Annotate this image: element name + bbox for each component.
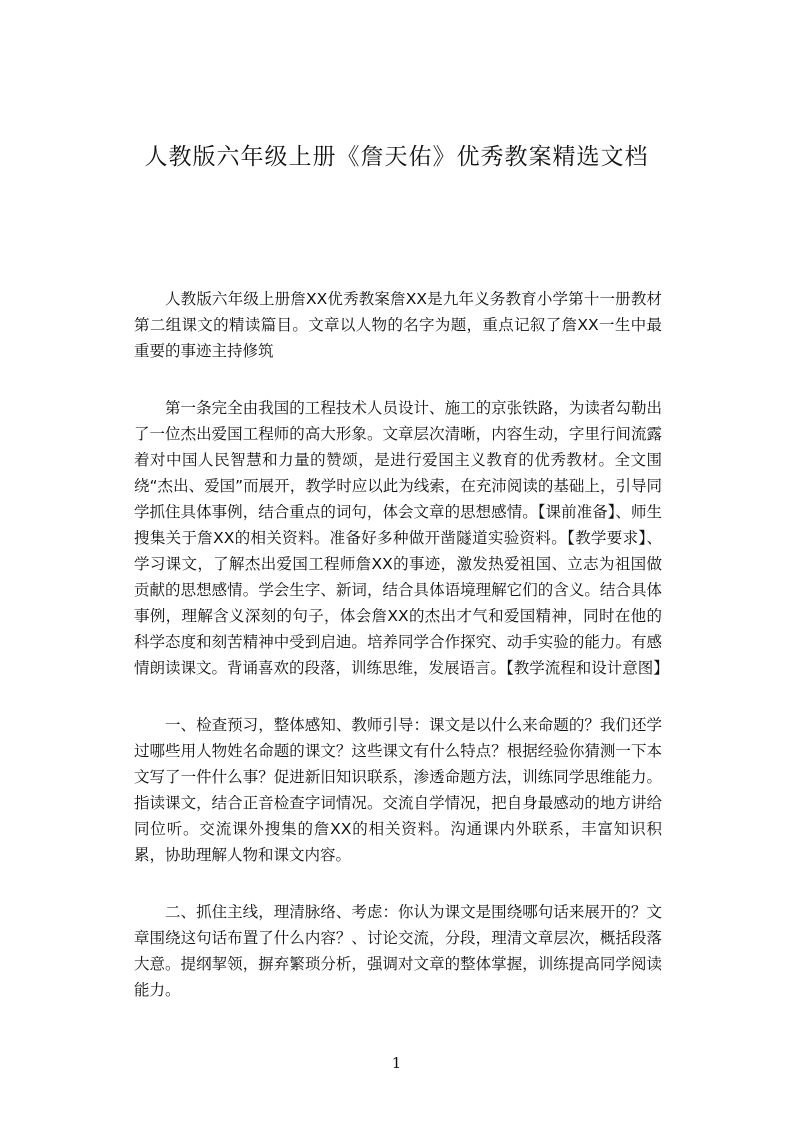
document-body (134, 286, 669, 1034)
document-title: 人教版六年级上册《詹天佑》优秀教案精选文档 (144, 144, 649, 170)
page-number: 1 (391, 1054, 402, 1072)
paragraph-intro: 人教版六年级上册詹XX优秀教案詹XX是九年义务教育小学第十一册教材第二组课文的精读篇目。文章以人物的名字为题，重点记叙了詹XX一生中最重要的事迹主持修筑 (134, 290, 662, 360)
paragraph-main: 第一条完全由我国的工程技术人员设计、施工的京张铁路，为读者勾勒出了一位杰出爱国工程师的高大形象。文章层次清晰，内容生动，字里行间流露着对中国人民智慧和力量的赞颂，是进行爱国主义教育的优秀教材。全文围绕“杰出、爱国”而展开，教学时应以此为线索，在充沛阅读的基础上，引导同学抓住具体事例，结合重点的词句，体会文章的思想感情。【课前准备】、师生搜集关于詹XX的相关资料。准备好多种做开凿隧道实验资料。【教学要求】、学习课文，了解杰出爱国工程师詹XX的事迹，激发热爱祖国、立志为祖国做贡献的思想感情。学会生字、新词，结合具体语境理解它们的含义。结合具体事例，理解含义深刻的句子，体会詹XX的杰出才气和爱国精神，同时在他的科学态度和刻苦精神中受到启迪。培养同学合作探究、动手实验的能力。有感情朗读课文。背诵喜欢的段落，训练思维，发展语言。【教学流程和设计意图】 (134, 399, 669, 677)
paragraph-section-one: 一、检查预习，整体感知、教师引导：课文是以什么来命题的？我们还学过哪些用人物姓名命题的课文？这些课文有什么特点？根据经验你猜测一下本文写了一件什么事？促进新旧知识联系，渗透命题方法，训练同学思维能力。指读课文，结合正音检查字词情况。交流自学情况，把自身最感动的地方讲给同位听。交流课外搜集的詹XX的相关资料。沟通课内外联系，丰富知识积累，协助理解人物和课文内容。 (134, 716, 662, 864)
paragraph-section-two: 二、抓住主线，理清脉络、考虑：你认为课文是围绕哪句话来展开的？文章围绕这句话布置了什么内容？、讨论交流，分段，理清文章层次，概括段落大意。提纲挈领，摒弃繁琐分析，强调对文章的整体掌握，训练提高同学阅读能力。 (134, 903, 662, 999)
